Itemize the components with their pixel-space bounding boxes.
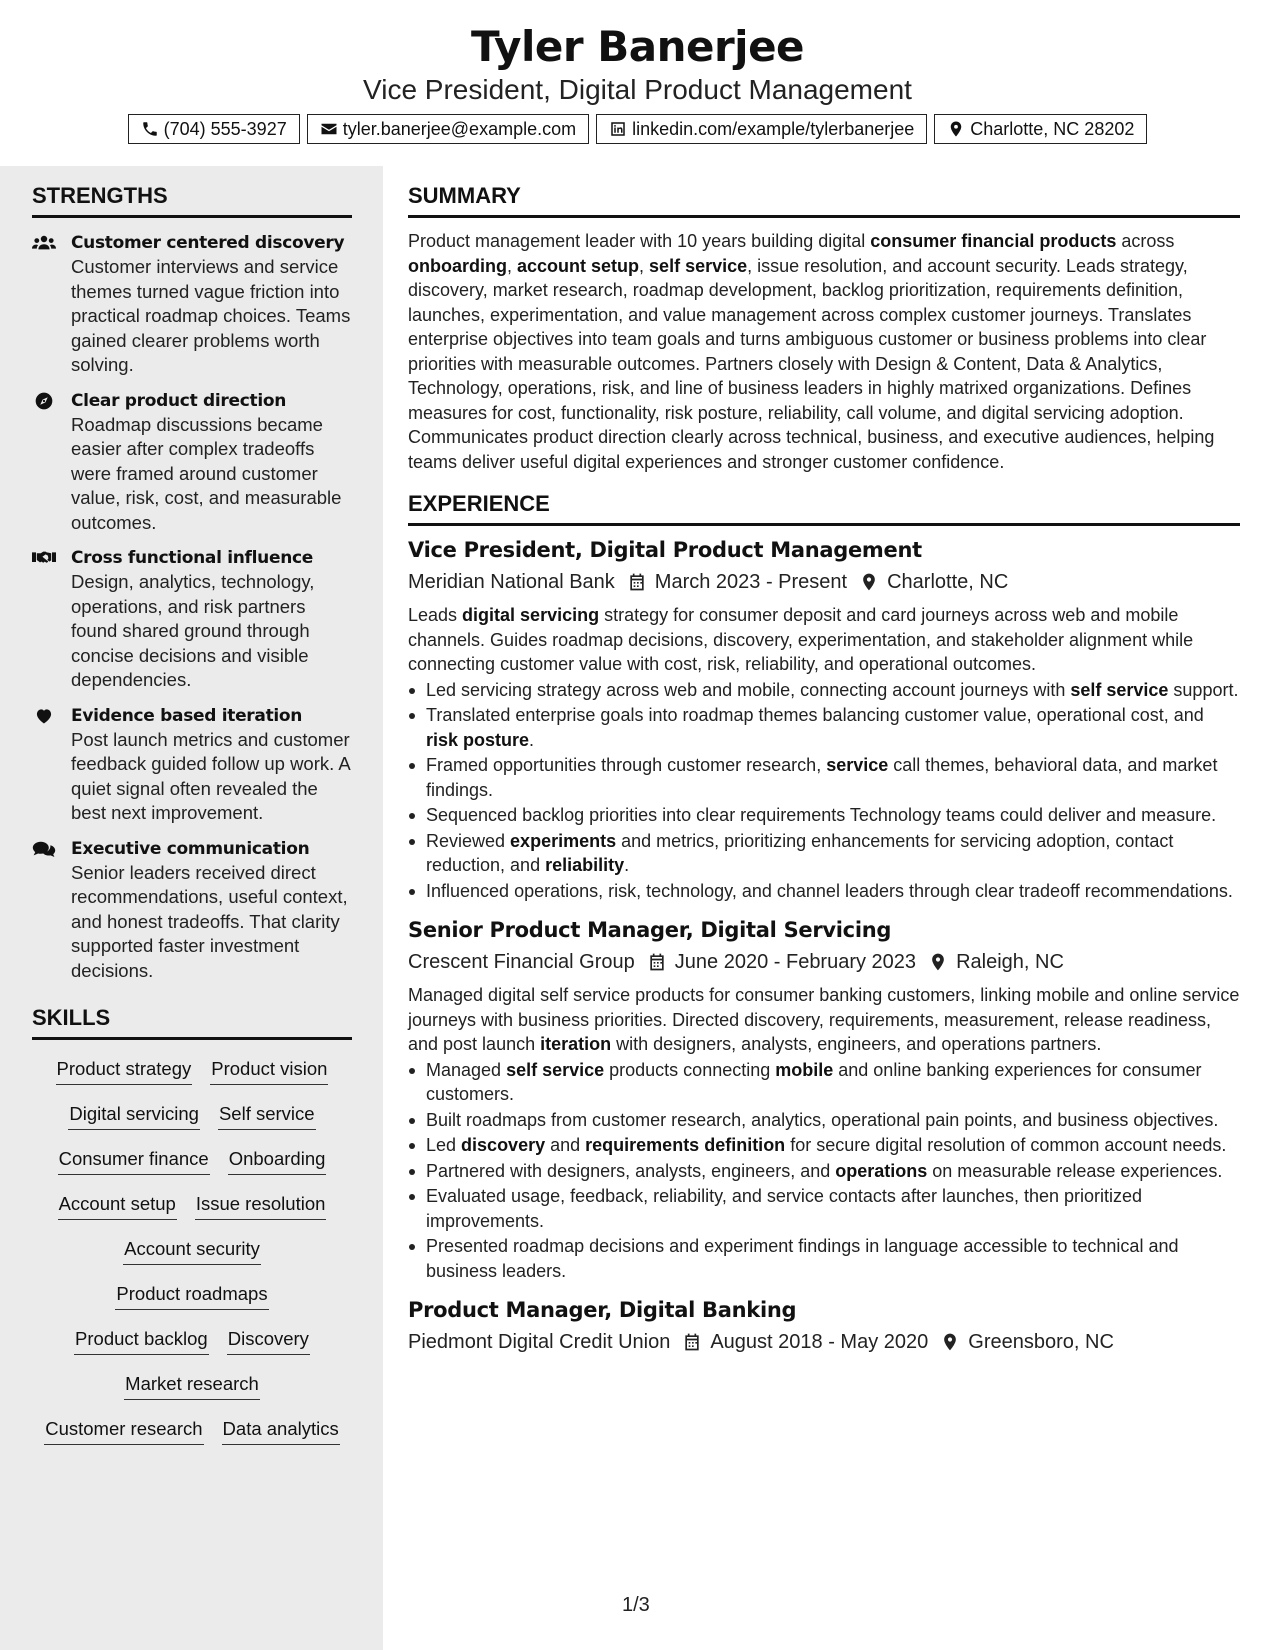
skill-row	[32, 1146, 352, 1191]
emphasis-text: experiments	[510, 830, 617, 851]
map-pin-icon	[859, 572, 879, 592]
emphasis-text: self service	[649, 255, 748, 276]
text-run: and online banking experiences for consumer customers.	[426, 1059, 1202, 1104]
text-run: , issue resolution, and account security. Leads strategy, discovery, market research, roadmap development, backlog prioritization, requirements definition, launches, experimentation, and value management across complex customer journeys. Translates enterprise objectives into team goals and turns ambiguous customer or business problems into clear priorities with measurable outcomes. Partners closely with Design & Content, Data & Analytics, Technology, operations, risk, and line of business leaders in highly matrixed organizations. Defines measures for cost, functionality, risk posture, reliability, call volume, and digital servicing adoption. Communicates product direction clearly across technical, business, and executive audiences, helping teams deliver useful digital experiences and stronger customer confidence.	[408, 255, 1215, 472]
contact-linkedin[interactable]	[596, 114, 927, 144]
strength-body	[71, 389, 352, 536]
skill-tag: Digital servicing	[68, 1101, 200, 1130]
strength-item	[32, 546, 352, 693]
strength-item	[32, 231, 352, 378]
phone-icon	[141, 120, 159, 138]
contact-email[interactable]	[307, 114, 589, 144]
job-location: Charlotte, NC	[887, 571, 1009, 593]
bullet-item	[408, 879, 1240, 904]
candidate-name: Tyler Banerjee	[470, 22, 805, 71]
summary-heading: SUMMARY	[408, 183, 1240, 218]
strength-body	[71, 837, 352, 984]
emphasis-text: digital servicing	[462, 605, 600, 625]
strength-body	[71, 546, 352, 693]
job-dates: March 2023 - Present	[654, 571, 848, 593]
summary-text	[408, 229, 1240, 474]
emphasis-text: risk posture	[426, 729, 530, 750]
linkedin-icon	[609, 120, 627, 138]
job-bullets	[408, 1058, 1240, 1284]
job-meta	[408, 1327, 1240, 1357]
emphasis-text: mobile	[775, 1059, 834, 1080]
contact-phone[interactable]	[128, 114, 300, 144]
strength-item	[32, 837, 352, 984]
job-title: Product Manager, Digital Banking	[408, 1298, 797, 1322]
strength-title: Evidence based iteration	[71, 705, 303, 726]
job-location: Greensboro, NC	[968, 1331, 1114, 1353]
emphasis-text: discovery	[461, 1135, 546, 1155]
handshake-icon	[32, 548, 56, 568]
skill-tag: Product roadmaps	[115, 1281, 268, 1310]
strength-item	[32, 704, 352, 826]
text-run: strategy for consumer deposit and card journeys across web and mobile channels. Guides roadmap decisions, discovery, experimentation, and stakeholder alignment while connecting customer value with cost, risk, reliability, and operational outcomes.	[408, 605, 1194, 674]
job-bullets	[408, 678, 1240, 904]
strength-description: Post launch metrics and customer feedback guided follow up work. A quiet signal often revealed the best next improvement.	[71, 728, 350, 823]
text-run: ,	[506, 255, 517, 276]
bullet-item	[408, 1133, 1240, 1158]
skill-tag: Product vision	[210, 1056, 328, 1085]
text-run: support.	[1168, 679, 1239, 700]
job-dates: August 2018 - May 2020	[710, 1331, 929, 1353]
resume-header	[0, 0, 1275, 166]
text-run: across	[1116, 231, 1175, 251]
job-title: Senior Product Manager, Digital Servicing	[408, 918, 892, 942]
strength-title: Clear product direction	[71, 390, 287, 411]
text-run: .	[624, 855, 630, 875]
job-location: Raleigh, NC	[956, 951, 1064, 973]
location-text: Charlotte, NC 28202	[970, 118, 1135, 139]
text-run: and	[545, 1135, 586, 1155]
text-run: Framed opportunities through customer research,	[426, 755, 827, 775]
company-name: Piedmont Digital Credit Union	[408, 1331, 671, 1353]
text-run: Managed digital self service products for consumer banking customers, linking mobile and online service journeys with business priorities. Directed discovery, requirements, measurement, release readiness, and post launch	[408, 985, 1240, 1054]
emphasis-text: self service	[506, 1059, 605, 1080]
phone-text: (704) 555-3927	[163, 118, 287, 139]
strength-icon-wrap	[32, 389, 71, 536]
skills-list	[32, 1056, 352, 1461]
emphasis-text: service	[826, 755, 889, 775]
skill-tag: Account security	[123, 1236, 261, 1265]
job-title: Vice President, Digital Product Management	[408, 538, 922, 562]
bullet-item	[408, 678, 1240, 703]
text-run: for secure digital resolution of common account needs.	[785, 1135, 1227, 1155]
calendar-icon	[647, 952, 667, 972]
strength-item	[32, 389, 352, 536]
skill-row	[32, 1371, 352, 1416]
strength-icon-wrap	[32, 231, 71, 378]
job-summary	[408, 603, 1240, 677]
bullet-item	[408, 1108, 1240, 1133]
skill-row	[32, 1056, 352, 1101]
calendar-icon	[682, 1332, 702, 1352]
text-run: Product management leader with 10 years building digital	[408, 231, 871, 251]
sidebar	[0, 166, 383, 1650]
emphasis-text: self service	[1070, 679, 1169, 700]
text-run: Evaluated usage, feedback, reliability, and service contacts after launches, then prioritized improvements.	[426, 1186, 1143, 1231]
skill-tag: Customer research	[44, 1416, 203, 1445]
text-run: Managed	[426, 1059, 507, 1080]
map-pin-icon	[947, 120, 965, 138]
bullet-item	[408, 1159, 1240, 1184]
text-run: and metrics, prioritizing enhancements for servicing adoption, contact reduction, and	[426, 830, 1174, 875]
skill-tag: Account setup	[58, 1191, 177, 1220]
bullet-item	[408, 1234, 1240, 1283]
bullet-item	[408, 1184, 1240, 1233]
jobs-list	[408, 535, 1240, 1357]
bullet-item	[408, 753, 1240, 802]
text-run: Reviewed	[426, 830, 511, 851]
strength-body	[71, 231, 352, 378]
text-run: with designers, analysts, engineers, and operations partners.	[611, 1034, 1102, 1054]
emphasis-text: onboarding	[408, 255, 507, 276]
users-icon	[32, 233, 56, 253]
job-summary	[408, 983, 1240, 1057]
envelope-icon	[320, 120, 338, 138]
text-run: Led	[426, 1135, 462, 1155]
comments-icon	[32, 839, 56, 859]
strength-icon-wrap	[32, 837, 71, 984]
skill-tag: Self service	[218, 1101, 316, 1130]
skill-row	[32, 1281, 352, 1326]
text-run: on measurable release experiences.	[927, 1160, 1223, 1181]
text-run: Translated enterprise goals into roadmap themes balancing customer value, operational cost, and	[426, 705, 1204, 725]
emphasis-text: operations	[835, 1160, 928, 1181]
skill-row	[32, 1416, 352, 1461]
strength-description: Customer interviews and service themes turned vague friction into practical roadmap choices. Teams gained clearer problems worth solving.	[71, 256, 351, 375]
emphasis-text: iteration	[540, 1034, 612, 1054]
text-run: Leads	[408, 605, 463, 625]
company-name: Meridian National Bank	[408, 571, 615, 593]
job-entry	[408, 1295, 1240, 1357]
skill-tag: Onboarding	[228, 1146, 327, 1175]
bullet-item	[408, 1058, 1240, 1107]
heart-icon	[32, 706, 56, 726]
compass-icon	[32, 391, 56, 411]
map-pin-icon	[928, 952, 948, 972]
skill-tag: Product strategy	[56, 1056, 193, 1085]
strength-description: Senior leaders received direct recommendations, useful context, and honest tradeoffs. That clarity supported faster investment decisions.	[71, 861, 348, 981]
skill-row	[32, 1191, 352, 1236]
emphasis-text: consumer financial products	[870, 231, 1117, 251]
text-run: Influenced operations, risk, technology, and channel leaders through clear tradeoff recommendations.	[426, 880, 1233, 901]
skill-row	[32, 1101, 352, 1146]
strengths-list	[32, 231, 352, 983]
skill-row	[32, 1236, 352, 1281]
skill-tag: Product backlog	[74, 1326, 209, 1355]
calendar-icon	[627, 572, 647, 592]
skill-row	[32, 1326, 352, 1371]
skill-tag: Data analytics	[222, 1416, 340, 1445]
text-run: Built roadmaps from customer research, analytics, operational pain points, and business objectives.	[426, 1109, 1219, 1130]
strength-body	[71, 704, 352, 826]
candidate-title: Vice President, Digital Product Management	[363, 74, 912, 105]
map-pin-icon	[940, 1332, 960, 1352]
bullet-item	[408, 803, 1240, 828]
strength-icon-wrap	[32, 704, 71, 826]
company-name: Crescent Financial Group	[408, 951, 635, 973]
page-number: 1/3	[622, 1594, 650, 1616]
job-meta	[408, 567, 1240, 597]
text-run: Led servicing strategy across web and mobile, connecting account journeys with	[426, 679, 1071, 700]
strength-title: Customer centered discovery	[71, 233, 345, 253]
text-run: Partnered with designers, analysts, engineers, and	[426, 1160, 836, 1181]
contact-bar	[0, 114, 1275, 144]
emphasis-text: requirements definition	[585, 1135, 786, 1155]
strength-title: Executive communication	[71, 838, 310, 859]
main-content	[408, 183, 1240, 1357]
experience-heading: EXPERIENCE	[408, 491, 1240, 526]
text-run: products connecting	[604, 1059, 776, 1080]
bullet-item	[408, 703, 1240, 752]
text-run: Sequenced backlog priorities into clear requirements Technology teams could deliver and measure.	[426, 805, 1217, 825]
emphasis-text: reliability	[545, 855, 625, 875]
strength-description: Design, analytics, technology, operations, and risk partners found shared ground through concise decisions and visible dependencies.	[71, 571, 315, 690]
text-run: call themes, behavioral data, and market findings.	[426, 755, 1218, 800]
job-entry	[408, 915, 1240, 1283]
skill-tag: Discovery	[227, 1326, 310, 1355]
text-run: ,	[639, 255, 650, 276]
skill-tag: Market research	[124, 1371, 260, 1400]
skills-heading: SKILLS	[32, 1005, 352, 1040]
skill-tag: Consumer finance	[58, 1146, 210, 1175]
emphasis-text: account setup	[517, 255, 640, 276]
strength-title: Cross functional influence	[71, 548, 314, 568]
email-text: tyler.banerjee@example.com	[342, 118, 577, 139]
job-dates: June 2020 - February 2023	[674, 951, 917, 973]
contact-location	[934, 114, 1147, 144]
skill-tag: Issue resolution	[195, 1191, 327, 1220]
strength-icon-wrap	[32, 546, 71, 693]
job-meta	[408, 947, 1240, 977]
bullet-item	[408, 829, 1240, 878]
job-entry	[408, 535, 1240, 903]
text-run: .	[529, 729, 535, 750]
text-run: Presented roadmap decisions and experiment findings in language accessible to technical and business leaders.	[426, 1236, 1179, 1281]
strengths-heading: STRENGTHS	[32, 183, 352, 218]
linkedin-text: linkedin.com/example/tylerbanerjee	[632, 118, 915, 139]
strength-description: Roadmap discussions became easier after complex tradeoffs were framed around customer value, risk, cost, and measurable outcomes.	[71, 413, 342, 533]
